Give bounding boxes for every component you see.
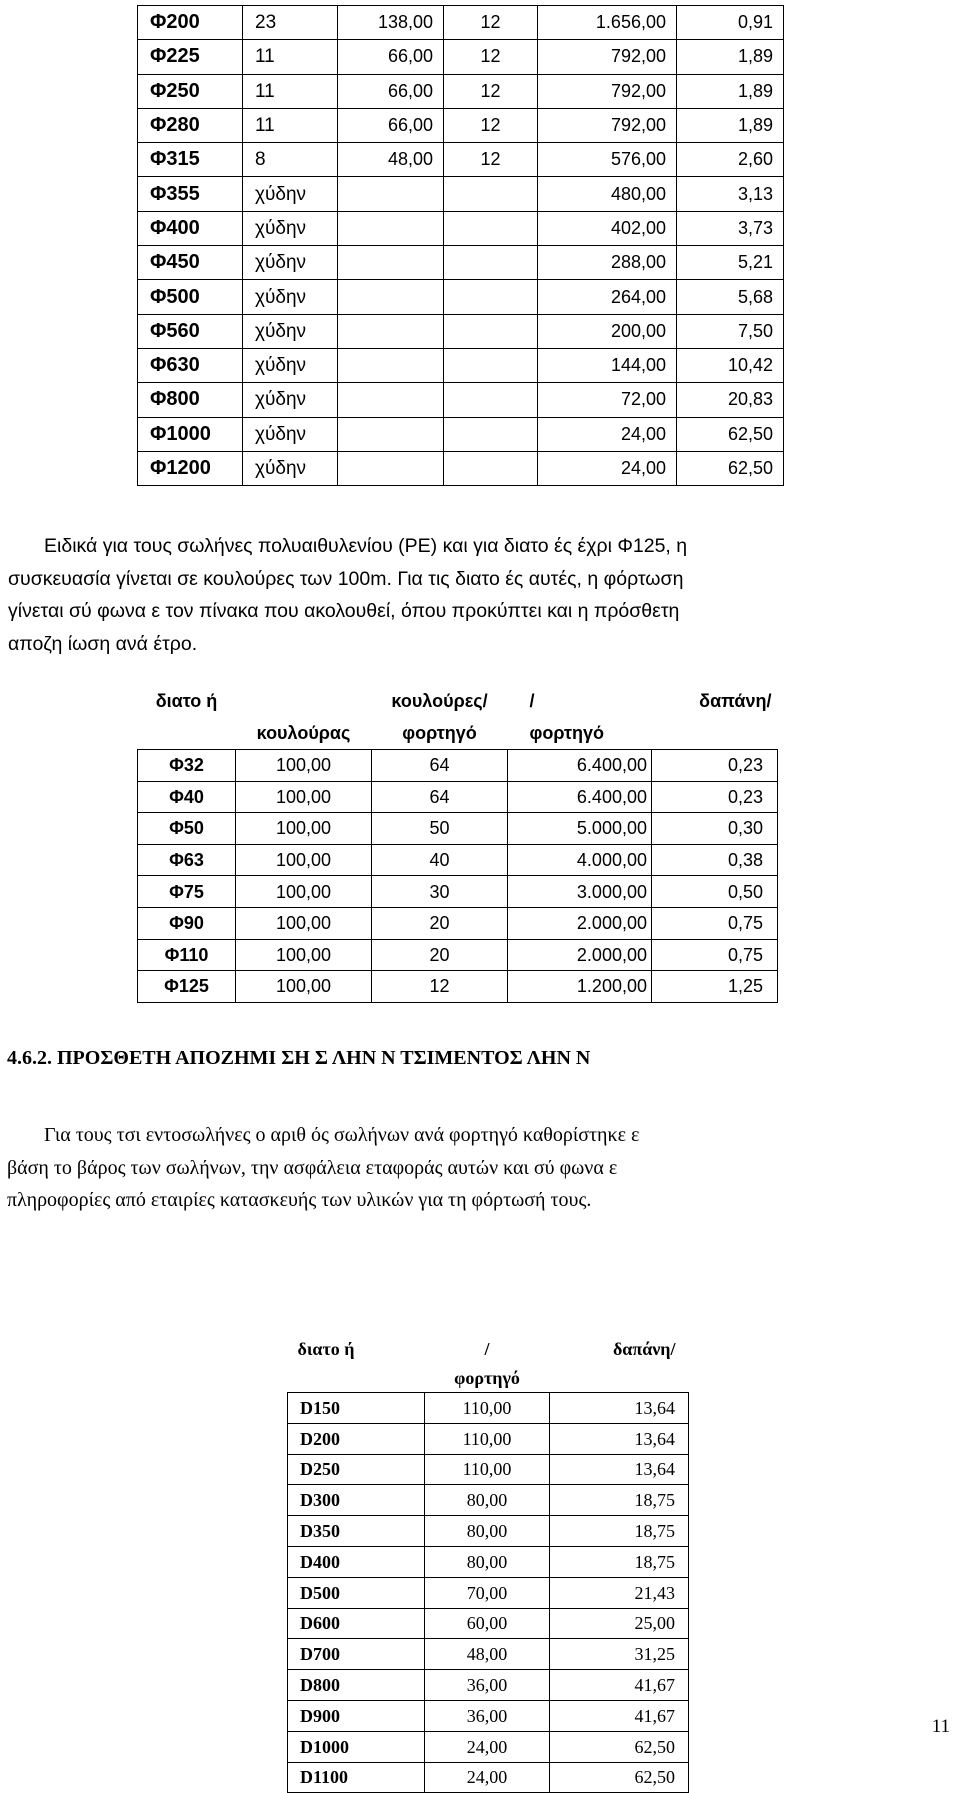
table-cell: 66,00 [338, 40, 444, 74]
table-cell: 3.000,00 [508, 876, 652, 908]
table-cell: D350 [288, 1516, 425, 1547]
table-cell: 20,83 [677, 383, 784, 417]
table-row [288, 1485, 689, 1516]
table-row [138, 108, 784, 142]
table-cell: 12 [372, 971, 508, 1003]
table-cell: D150 [288, 1393, 425, 1424]
table-cell: 100,00 [236, 813, 372, 845]
table-cell: 0,23 [652, 750, 778, 782]
table-row [288, 1762, 689, 1793]
table-cell: Φ400 [138, 211, 243, 245]
table-cell: D400 [288, 1546, 425, 1577]
table-cell: 24,00 [538, 417, 677, 451]
table-cell: χύδην [243, 280, 338, 314]
table-cell: Φ560 [138, 314, 243, 348]
table-cell: 31,25 [550, 1639, 689, 1670]
table-row [138, 314, 784, 348]
table-cell: Φ110 [138, 939, 236, 971]
table-cell: Φ1200 [138, 451, 243, 485]
table-cell: 8 [243, 143, 338, 177]
table-cell: 100,00 [236, 907, 372, 939]
table-cell: 792,00 [538, 108, 677, 142]
table-cell: 21,43 [550, 1577, 689, 1608]
table-cell [338, 348, 444, 382]
table-cell: 5,21 [677, 246, 784, 280]
table-row [138, 781, 778, 813]
table-row [288, 1608, 689, 1639]
table-cell: 792,00 [538, 40, 677, 74]
table-row [138, 246, 784, 280]
header-cell: διατο ή [297, 1338, 355, 1359]
table-cell: 0,91 [677, 6, 784, 40]
table-cell: 24,00 [425, 1762, 550, 1793]
table-header-row [138, 717, 778, 750]
table-row [138, 451, 784, 485]
table-cell: Φ200 [138, 6, 243, 40]
table-cell: Φ500 [138, 280, 243, 314]
table-row [138, 280, 784, 314]
table-cell: 138,00 [338, 6, 444, 40]
table-cell: 36,00 [425, 1670, 550, 1701]
table-row [138, 813, 778, 845]
table-cell: 100,00 [236, 844, 372, 876]
table-cell [338, 211, 444, 245]
table-row [288, 1423, 689, 1454]
paragraph-line: αποζη ίωση ανά έτρο. [8, 632, 198, 655]
table-cell: 0,50 [652, 876, 778, 908]
table-cell: D250 [288, 1454, 425, 1485]
table-cell: 50 [372, 813, 508, 845]
table-cell: 80,00 [425, 1485, 550, 1516]
table-cell: χύδην [243, 417, 338, 451]
page-number: 11 [931, 1716, 950, 1737]
table-cell: 6.400,00 [508, 750, 652, 782]
pe-pipes-paragraph [8, 530, 960, 660]
table-cell: 36,00 [425, 1700, 550, 1731]
table-row [138, 907, 778, 939]
table-cell: 70,00 [425, 1577, 550, 1608]
table-cell: 100,00 [236, 781, 372, 813]
header-cell: / [484, 1338, 490, 1359]
table-cell: D300 [288, 1485, 425, 1516]
table-header-row [288, 1363, 689, 1393]
table-cell [444, 177, 538, 211]
table-cell: 18,75 [550, 1546, 689, 1577]
table-cell: 144,00 [538, 348, 677, 382]
table-row [138, 971, 778, 1003]
table-cell: 100,00 [236, 971, 372, 1003]
table-cell: 100,00 [236, 939, 372, 971]
table-cell: χύδην [243, 383, 338, 417]
table-cell: 10,42 [677, 348, 784, 382]
table-cell: Φ50 [138, 813, 236, 845]
table-cell: 1,89 [677, 74, 784, 108]
table-cell [444, 383, 538, 417]
table-cell: 1.656,00 [538, 6, 677, 40]
table-cell: 40 [372, 844, 508, 876]
table-cell: Φ125 [138, 971, 236, 1003]
coil-loading-table-body [138, 685, 778, 1002]
table-cell: 1,25 [652, 971, 778, 1003]
table-cell: 110,00 [425, 1423, 550, 1454]
table-cell: 18,75 [550, 1516, 689, 1547]
table-cell: 200,00 [538, 314, 677, 348]
table-row [288, 1393, 689, 1424]
table-cell: D1100 [288, 1762, 425, 1793]
table-cell: χύδην [243, 177, 338, 211]
table-cell [338, 417, 444, 451]
table-cell [444, 417, 538, 451]
table-cell: 0,30 [652, 813, 778, 845]
table-cell: 6.400,00 [508, 781, 652, 813]
table-cell: D200 [288, 1423, 425, 1454]
table-cell: 48,00 [338, 143, 444, 177]
table-cell [338, 246, 444, 280]
table-row [288, 1454, 689, 1485]
table-cell: 3,73 [677, 211, 784, 245]
cement-pipe-loading-table-body [288, 1334, 689, 1793]
table-cell: 1.200,00 [508, 971, 652, 1003]
header-cell: φορτηγό [529, 723, 605, 743]
table-cell [338, 451, 444, 485]
table-cell [338, 177, 444, 211]
table-cell: 24,00 [425, 1731, 550, 1762]
table-cell: 62,50 [550, 1762, 689, 1793]
table-row [138, 844, 778, 876]
table-cell: D700 [288, 1639, 425, 1670]
table-row [288, 1516, 689, 1547]
table-row [138, 417, 784, 451]
table-cell: 23 [243, 6, 338, 40]
table-row [288, 1670, 689, 1701]
table-cell: 20 [372, 939, 508, 971]
header-cell: δαπάνη/ [612, 1338, 676, 1359]
table-cell: 80,00 [425, 1516, 550, 1547]
table-row [138, 348, 784, 382]
paragraph-line: Ειδικά για τους σωλήνες πολυαιθυλενίου (PE) και για διατο ές έχρι Φ125, η [44, 535, 688, 557]
table-cell: χύδην [243, 246, 338, 280]
table-cell: 5.000,00 [508, 813, 652, 845]
header-cell: φορτηγό [454, 1367, 520, 1388]
table-cell: 13,64 [550, 1423, 689, 1454]
paragraph-line: γίνεται σύ φωνα ε τον πίνακα που ακολουθεί, όπου προκύπτει και η πρόσθετη [8, 600, 680, 622]
table-cell: Φ800 [138, 383, 243, 417]
table-cell: 30 [372, 876, 508, 908]
table-cell [444, 348, 538, 382]
table-cell: 2.000,00 [508, 907, 652, 939]
table-header-row [288, 1334, 689, 1363]
table-cell: 264,00 [538, 280, 677, 314]
table-cell: 12 [444, 108, 538, 142]
table-cell: D800 [288, 1670, 425, 1701]
table-cell: Φ63 [138, 844, 236, 876]
table-cell: 80,00 [425, 1546, 550, 1577]
table-row [138, 939, 778, 971]
table-cell: 12 [444, 143, 538, 177]
table-row [138, 40, 784, 74]
header-cell [288, 1363, 425, 1393]
header-cell [652, 717, 778, 750]
table-cell: 60,00 [425, 1608, 550, 1639]
table-cell: 62,50 [677, 451, 784, 485]
table-cell: 66,00 [338, 108, 444, 142]
table-header-row [138, 685, 778, 717]
table-cell: Φ90 [138, 907, 236, 939]
table-cell: Φ280 [138, 108, 243, 142]
table-cell: 3,13 [677, 177, 784, 211]
table-cell: 110,00 [425, 1454, 550, 1485]
table-cell: 12 [444, 40, 538, 74]
table-cell: 13,64 [550, 1393, 689, 1424]
table-cell: 64 [372, 781, 508, 813]
table-cell [444, 211, 538, 245]
coil-loading-table [137, 685, 778, 1003]
paragraph-line: πληροφορίες από εταιρίες κατασκευής των υλικών για τη φόρτωσή τους. [7, 1189, 592, 1211]
table-cell: 100,00 [236, 876, 372, 908]
table-row [138, 211, 784, 245]
table-cell: Φ1000 [138, 417, 243, 451]
header-cell: διατο ή [155, 691, 218, 711]
table-cell: 0,75 [652, 939, 778, 971]
table-cell: Φ630 [138, 348, 243, 382]
table-cell [444, 451, 538, 485]
table-row [288, 1546, 689, 1577]
table-cell: 2,60 [677, 143, 784, 177]
table-cell: 12 [444, 6, 538, 40]
table-row [288, 1700, 689, 1731]
section-heading: 4.6.2. ΠΡΟΣΘΕΤΗ ΑΠΟΖΗΜΙ ΣΗ Σ ΛΗΝ Ν ΤΣΙΜΕΝΤΟΣ ΛΗΝ Ν [7, 1047, 591, 1069]
header-cell [236, 685, 372, 717]
table-row [138, 876, 778, 908]
table-cell: 41,67 [550, 1670, 689, 1701]
table-cell: 0,75 [652, 907, 778, 939]
table-cell [444, 314, 538, 348]
table-cell: 13,64 [550, 1454, 689, 1485]
table-cell: 48,00 [425, 1639, 550, 1670]
table-cell: Φ225 [138, 40, 243, 74]
table-cell: 7,50 [677, 314, 784, 348]
paragraph-line: βάση το βάρος των σωλήνων, την ασφάλεια εταφοράς αυτών και σύ φωνα ε [7, 1156, 618, 1179]
table-cell [338, 383, 444, 417]
table-cell: D1000 [288, 1731, 425, 1762]
table-row [138, 74, 784, 108]
table-cell: 64 [372, 750, 508, 782]
table-row [288, 1731, 689, 1762]
table-cell: Φ315 [138, 143, 243, 177]
table-cell: Φ40 [138, 781, 236, 813]
paragraph-line: Για τους τσι εντοσωλήνες ο αριθ ός σωλήνων ανά φορτηγό καθορίστηκε ε [44, 1124, 640, 1146]
table-cell: D900 [288, 1700, 425, 1731]
table-row [288, 1577, 689, 1608]
table-cell: χύδην [243, 314, 338, 348]
table-cell: 402,00 [538, 211, 677, 245]
table-cell: 11 [243, 74, 338, 108]
table-cell [338, 314, 444, 348]
table-cell: 288,00 [538, 246, 677, 280]
table-cell: Φ32 [138, 750, 236, 782]
table-cell: Φ75 [138, 876, 236, 908]
table-cell: χύδην [243, 211, 338, 245]
table-cell [338, 280, 444, 314]
table-cell: 480,00 [538, 177, 677, 211]
table-row [138, 750, 778, 782]
table-cell: 576,00 [538, 143, 677, 177]
header-cell: κουλούρες/ [391, 691, 488, 711]
table-cell: 20 [372, 907, 508, 939]
header-cell: δαπάνη/ [699, 691, 772, 711]
table-cell: 110,00 [425, 1393, 550, 1424]
table-cell [444, 280, 538, 314]
table-cell: 18,75 [550, 1485, 689, 1516]
table-cell: 792,00 [538, 74, 677, 108]
header-cell [138, 717, 236, 750]
table-cell: 25,00 [550, 1608, 689, 1639]
table-row [288, 1639, 689, 1670]
header-cell: κουλούρας [256, 723, 351, 743]
table-cell: 11 [243, 108, 338, 142]
table-cell: D600 [288, 1608, 425, 1639]
table-cell: 24,00 [538, 451, 677, 485]
table-cell: 4.000,00 [508, 844, 652, 876]
table-cell [444, 246, 538, 280]
pipe-loading-table [137, 5, 784, 486]
table-cell: 0,38 [652, 844, 778, 876]
table-cell: 0,23 [652, 781, 778, 813]
table-cell: 1,89 [677, 40, 784, 74]
table-cell: χύδην [243, 451, 338, 485]
table-cell: 5,68 [677, 280, 784, 314]
table-cell: 2.000,00 [508, 939, 652, 971]
table-cell: 66,00 [338, 74, 444, 108]
table-row [138, 143, 784, 177]
table-cell: 100,00 [236, 750, 372, 782]
table-row [138, 177, 784, 211]
header-cell: φορτηγό [402, 723, 477, 743]
cement-pipe-loading-table [287, 1334, 689, 1793]
header-cell: / [529, 691, 535, 711]
table-cell: Φ250 [138, 74, 243, 108]
table-cell: D500 [288, 1577, 425, 1608]
table-cell: 11 [243, 40, 338, 74]
table-cell: 12 [444, 74, 538, 108]
paragraph-line: συσκευασία γίνεται σε κουλούρες των 100m. Για τις διατο ές αυτές, η φόρτωση [8, 567, 684, 590]
table-cell: 62,50 [677, 417, 784, 451]
table-cell: 72,00 [538, 383, 677, 417]
table-cell: 41,67 [550, 1700, 689, 1731]
pipe-loading-table-body [138, 6, 784, 486]
table-cell: 62,50 [550, 1731, 689, 1762]
table-cell: Φ450 [138, 246, 243, 280]
table-row [138, 383, 784, 417]
table-cell: 1,89 [677, 108, 784, 142]
table-cell: χύδην [243, 348, 338, 382]
table-cell: Φ355 [138, 177, 243, 211]
table-row [138, 6, 784, 40]
header-cell [550, 1363, 689, 1393]
cement-pipes-paragraph [7, 1119, 960, 1217]
